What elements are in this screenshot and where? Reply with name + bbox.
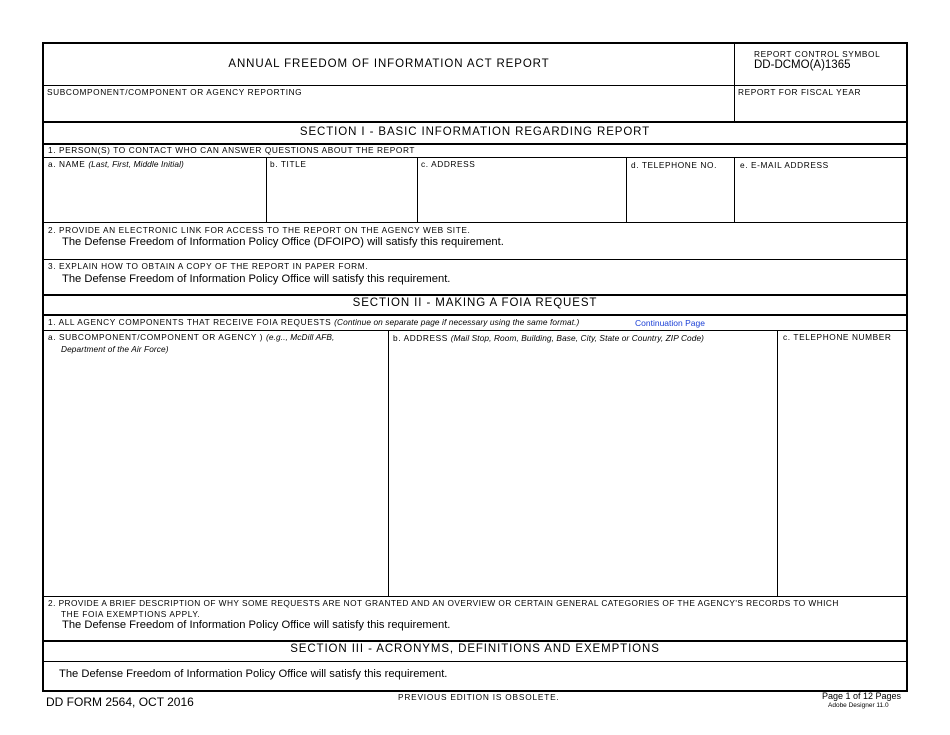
agency-address-input[interactable]: [392, 348, 773, 592]
agency-telephone-input[interactable]: [781, 346, 903, 592]
header-divider: [734, 43, 735, 122]
agency-label: SUBCOMPONENT/COMPONENT OR AGENCY REPORTING: [47, 87, 303, 97]
section1-top-rule: [43, 121, 907, 123]
s1-col-name: [48, 159, 184, 169]
s2-col-address-hint: (Mail Stop, Room, Building, Base, City, State or Country, ZIP Code): [450, 333, 705, 343]
s1-col-email: e. E-MAIL ADDRESS: [740, 160, 829, 170]
report-control-label: REPORT CONTROL SYMBOL: [754, 49, 881, 59]
s1-col-telephone: d. TELEPHONE NO.: [631, 160, 717, 170]
s1-col-address: c. ADDRESS: [421, 159, 476, 169]
s2-item1-hint: (Continue on separate page if necessary using the same format.): [334, 317, 580, 327]
obsolete-notice: PREVIOUS EDITION IS OBSOLETE.: [398, 692, 560, 702]
contact-email-input[interactable]: [737, 172, 903, 220]
contact-title-input[interactable]: [269, 172, 413, 220]
s2-col-telephone: c. TELEPHONE NUMBER: [783, 332, 892, 342]
s2-col-divider-1: [388, 330, 389, 596]
s1-col-divider-3: [626, 157, 627, 223]
continuation-page-link[interactable]: Continuation Page: [635, 318, 705, 328]
form-id: DD FORM 2564, OCT 2016: [46, 695, 194, 709]
s2-item1-text: 1. ALL AGENCY COMPONENTS THAT RECEIVE FOIA REQUESTS: [48, 317, 332, 327]
s2-col-agency-label: a. SUBCOMPONENT/COMPONENT OR AGENCY ): [48, 332, 264, 342]
s2-item2-label-line1: 2. PROVIDE A BRIEF DESCRIPTION OF WHY SOME REQUESTS ARE NOT GRANTED AND AN OVERVIEW OR CERTAIN GENERAL CATEGORIES OF THE AGENCY'S RECORDS TO WHICH: [48, 598, 839, 608]
section3-top-rule: [43, 640, 907, 642]
section3-heading: SECTION III - ACRONYMS, DEFINITIONS AND EXEMPTIONS: [290, 643, 660, 655]
s2-item1-label: [48, 317, 579, 327]
s1-col-divider-2: [417, 157, 418, 223]
s2-item2-label-line2: THE FOIA EXEMPTIONS APPLY.: [61, 609, 201, 619]
s2-col-agency-hint2: Department of the Air Force): [61, 344, 169, 354]
form-title: ANNUAL FREEDOM OF INFORMATION ACT REPORT: [228, 58, 550, 70]
fiscal-year-input[interactable]: [738, 100, 903, 118]
s1-col-divider-1: [266, 157, 267, 223]
s2-item2-rule: [43, 596, 907, 597]
s2-col-address-label: b. ADDRESS: [393, 333, 448, 343]
s1-item1-label: 1. PERSON(S) TO CONTACT WHO CAN ANSWER QUESTIONS ABOUT THE REPORT: [48, 145, 416, 155]
header-rule: [43, 85, 907, 86]
section1-heading: SECTION I - BASIC INFORMATION REGARDING REPORT: [299, 126, 651, 138]
section3-heading-rule: [43, 661, 907, 662]
s1-col-name-label: a. NAME: [48, 159, 86, 169]
designer-note: Adobe Designer 11.0: [828, 702, 889, 709]
section2-top-rule: [43, 294, 907, 296]
contact-address-input[interactable]: [420, 172, 622, 220]
section2-heading: SECTION II - MAKING A FOIA REQUEST: [352, 297, 598, 309]
s1-item3-label: 3. EXPLAIN HOW TO OBTAIN A COPY OF THE REPORT IN PAPER FORM.: [48, 261, 369, 271]
s2-item2-value[interactable]: The Defense Freedom of Information Policy Office will satisfy this requirement.: [62, 619, 451, 631]
agency-components-input[interactable]: [47, 358, 384, 592]
s1-col-name-hint: (Last, First, Middle Initial): [88, 159, 184, 169]
s2-col-address: [393, 333, 704, 343]
s2-col-divider-2: [777, 330, 778, 596]
agency-input[interactable]: [47, 100, 730, 118]
s1-item2-rule: [43, 222, 907, 223]
s2-col-agency: [48, 332, 334, 342]
section2-heading-rule: [43, 314, 907, 316]
s1-item3-value[interactable]: The Defense Freedom of Information Policy Office will satisfy this requirement.: [62, 273, 451, 285]
fiscal-year-label: REPORT FOR FISCAL YEAR: [738, 87, 862, 97]
report-control-value: DD-DCMO(A)1365: [754, 59, 851, 71]
page-count: Page 1 of 12 Pages: [822, 691, 902, 701]
s1-col-title: b. TITLE: [270, 159, 307, 169]
s1-item2-value[interactable]: The Defense Freedom of Information Policy Office (DFOIPO) will satisfy this requirement.: [62, 236, 504, 248]
s1-item2-label: 2. PROVIDE AN ELECTRONIC LINK FOR ACCESS TO THE REPORT ON THE AGENCY WEB SITE.: [48, 225, 471, 235]
s1-item1-rule: [43, 157, 907, 158]
section3-value[interactable]: The Defense Freedom of Information Policy Office will satisfy this requirement.: [59, 668, 448, 680]
s1-item3-rule: [43, 259, 907, 260]
contact-name-input[interactable]: [47, 172, 262, 220]
s1-col-divider-4: [734, 157, 735, 223]
s2-col-agency-hint1: (e.g.., McDill AFB,: [265, 332, 335, 342]
contact-telephone-input[interactable]: [629, 172, 730, 220]
